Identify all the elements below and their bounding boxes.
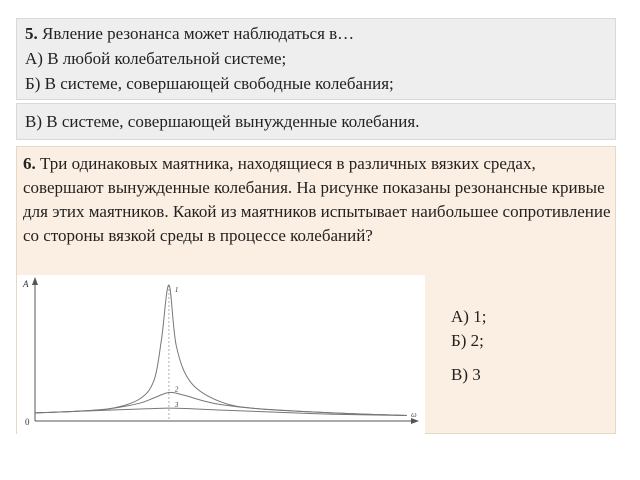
question-6-text [23, 152, 611, 248]
question-6-box [16, 146, 616, 434]
origin-label: 0 [25, 417, 30, 427]
resonance-curve-1 [35, 285, 407, 416]
resonance-chart [17, 275, 425, 435]
question-5-box [16, 18, 616, 100]
resonance-curve-3 [35, 408, 407, 415]
question-5-option-v[interactable]: В) В системе, совершающей вынужденные колебания. [16, 103, 616, 140]
curve-label-1: 1 [174, 286, 179, 294]
x-axis-label: ω [411, 410, 417, 419]
answer-option-1[interactable]: А) 1; [451, 307, 487, 326]
resonance-curve-2 [35, 392, 407, 415]
y-axis-label: A [23, 279, 29, 289]
question-6-prompt: Три одинаковых маятника, находящиеся в различных вязких средах, совершают вынужденные колебания. На рисунке показаны резонансные кривые для этих маятников. Какой из маятников испытывает наибольшее сопротивление со стороны вязкой среды в процессе колебаний? [23, 154, 611, 245]
answer-option-3[interactable]: В) 3 [451, 365, 481, 384]
question-5-option-b[interactable]: Б) В системе, совершающей свободные колебания; [25, 74, 394, 93]
y-axis-arrow [32, 277, 38, 285]
question-5-text [25, 21, 607, 46]
curve-label-3: 3 [174, 401, 179, 410]
curve-label-2: 2 [174, 385, 179, 394]
question-5-number: 5. [25, 24, 38, 43]
question-5-prompt: Явление резонанса может наблюдаться в… [37, 24, 355, 43]
question-6-number: 6. [23, 154, 36, 173]
answer-spacer [451, 353, 486, 363]
question-5-option-a[interactable]: А) В любой колебательной системе; [25, 49, 287, 68]
answer-option-2[interactable]: Б) 2; [451, 331, 484, 350]
resonance-chart-svg [17, 275, 425, 435]
question-6-answers [451, 305, 486, 387]
